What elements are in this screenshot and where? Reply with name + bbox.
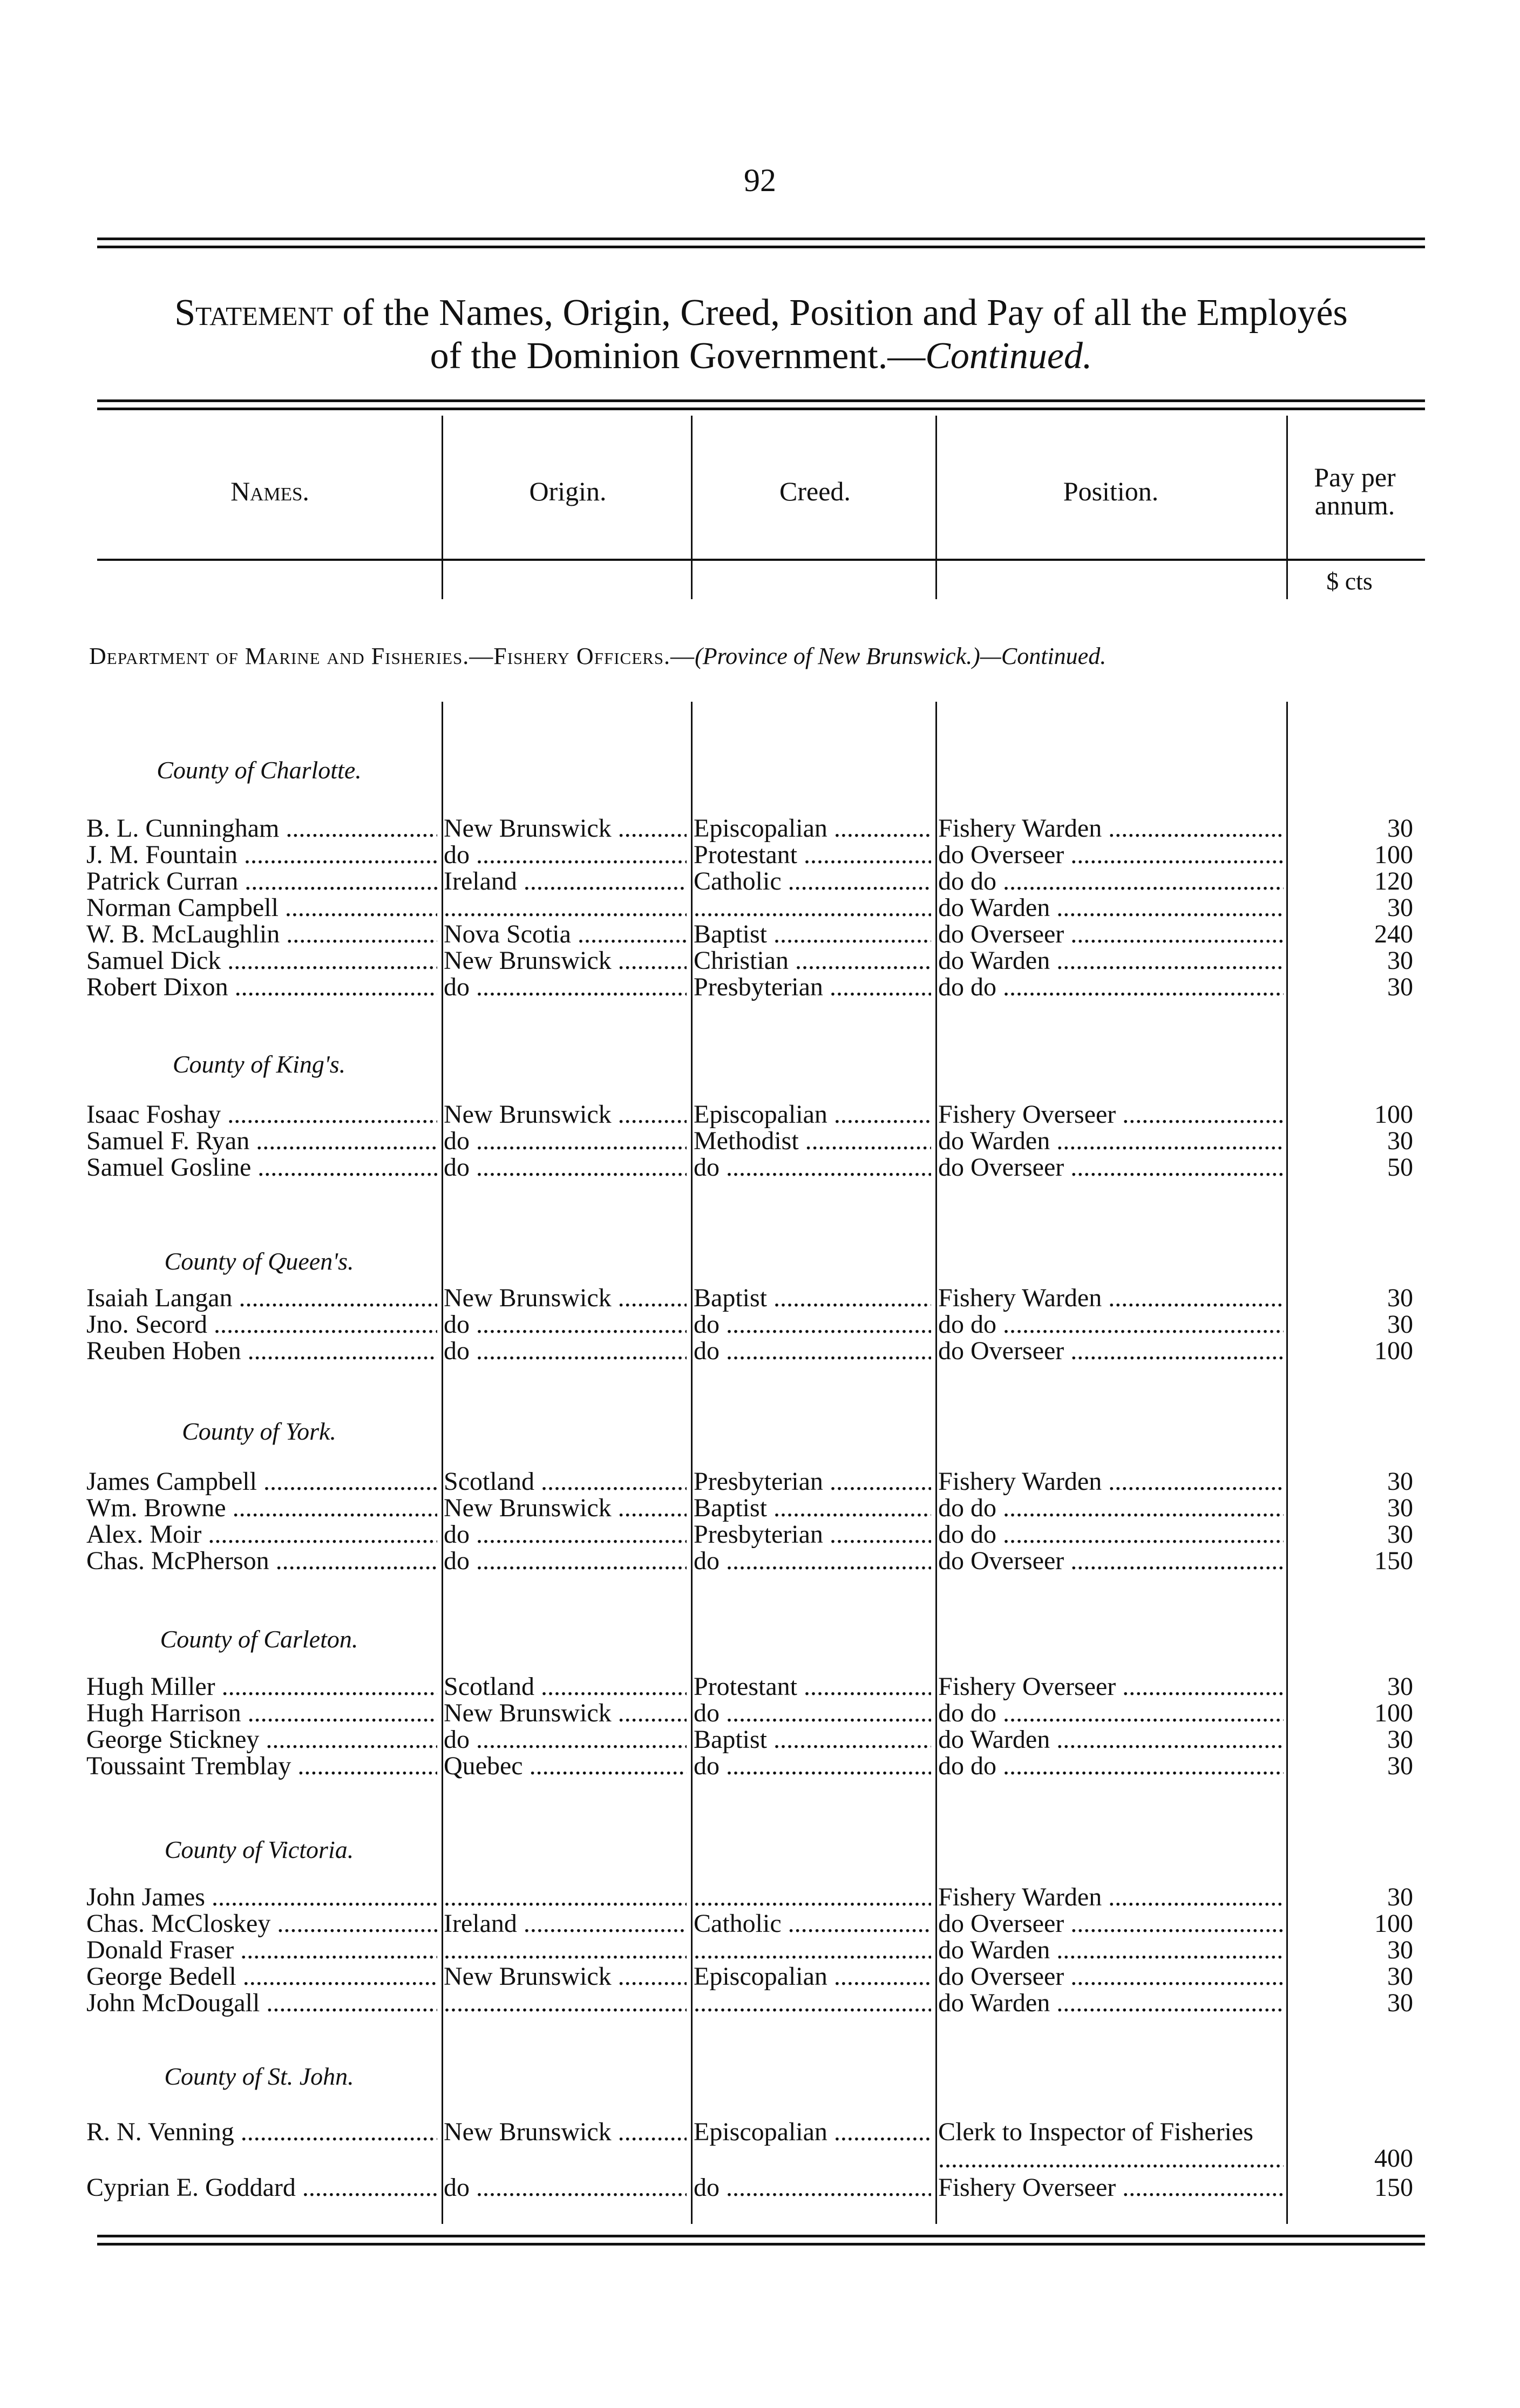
cell-name: Alex. Moir ..... (86, 1521, 437, 1548)
cell-position: do do ..... (938, 1521, 1284, 1548)
cell-name: Chas. McCloskey ..... (86, 1910, 437, 1937)
cell-pay: 150 (1374, 1548, 1413, 1575)
cell-name: Hugh Miller ..... (86, 1673, 437, 1700)
cell-creed: Catholic ..... (694, 1910, 931, 1937)
cell-creed: do ..... (694, 1311, 931, 1338)
cell-origin: do ..... (444, 974, 687, 1001)
cell-origin (444, 894, 687, 921)
cell-origin: Scotland ..... (444, 1673, 687, 1700)
header-divider (935, 416, 937, 599)
cell-pay: 30 (1387, 1521, 1413, 1548)
cell-origin: New Brunswick ..... (444, 815, 687, 842)
cell-pay: 30 (1387, 1285, 1413, 1312)
cell-creed: Episcopalian ..... (694, 2119, 931, 2146)
cell-creed: Methodist ..... (694, 1128, 931, 1155)
cell-name: Hugh Harrison ..... (86, 1700, 437, 1727)
cell-pay: 30 (1387, 1990, 1413, 2017)
cell-pay: 100 (1374, 842, 1413, 869)
column-divider (442, 702, 443, 2224)
county-heading: County of Victoria. (164, 1836, 354, 1863)
cell-origin: New Brunswick ..... (444, 1285, 687, 1312)
cell-position: Fishery Overseer ..... (938, 2174, 1284, 2201)
cell-position: do Overseer ..... (938, 1154, 1284, 1181)
cell-creed (694, 1884, 931, 1911)
cell-origin: Quebec ..... (444, 1753, 687, 1780)
cell-position: do Overseer ..... (938, 1548, 1284, 1575)
cell-name: Toussaint Tremblay ..... (86, 1753, 437, 1780)
cell-origin: New Brunswick ..... (444, 947, 687, 974)
cell-origin: do ..... (444, 842, 687, 869)
title-line2: of the Dominion Government.— (430, 335, 926, 377)
cell-pay: 30 (1387, 1937, 1413, 1964)
cell-position: do do ..... (938, 868, 1284, 895)
header-position: Position. (1063, 476, 1159, 506)
cell-name: Samuel Gosline ..... (86, 1154, 437, 1181)
cell-pay: 30 (1387, 947, 1413, 974)
header-origin: Origin. (529, 476, 607, 506)
cell-origin (444, 1884, 687, 1911)
county-heading: County of King's. (172, 1050, 346, 1078)
cell-origin (444, 1937, 687, 1964)
cell-pay: 30 (1387, 974, 1413, 1001)
cell-name: Patrick Curran ..... (86, 868, 437, 895)
cell-creed: do ..... (694, 1338, 931, 1365)
cell-creed: Baptist ..... (694, 1285, 931, 1312)
cell-creed (694, 1937, 931, 1964)
cell-creed (694, 1990, 931, 2017)
cell-pay: 100 (1374, 1910, 1413, 1937)
cell-name: Samuel Dick ..... (86, 947, 437, 974)
cell-name: B. L. Cunningham ..... (86, 815, 437, 842)
cell-name: George Bedell ..... (86, 1963, 437, 1990)
cell-name: George Stickney ..... (86, 1726, 437, 1753)
cell-pay: 30 (1387, 1963, 1413, 1990)
cell-creed: Baptist ..... (694, 1495, 931, 1522)
header-pay: Pay per annum. (1314, 462, 1396, 520)
cell-position: do Overseer ..... (938, 921, 1284, 948)
cell-pay: 30 (1387, 1884, 1413, 1911)
title-line1: of the Names, Origin, Creed, Position and Pay of all the Employés (332, 292, 1348, 334)
cell-pay: 30 (1387, 1495, 1413, 1522)
cell-name: Isaiah Langan ..... (86, 1285, 437, 1312)
cell-position: Fishery Warden ..... (938, 1468, 1284, 1495)
cell-creed: do ..... (694, 1700, 931, 1727)
cell-name: Donald Fraser ..... (86, 1937, 437, 1964)
cell-origin: do ..... (444, 2174, 687, 2201)
cell-pay: 30 (1387, 815, 1413, 842)
cell-position: Fishery Overseer ..... (938, 1101, 1284, 1128)
cell-position: do Warden ..... (938, 1990, 1284, 2017)
cell-pay: 30 (1387, 1726, 1413, 1753)
cell-name: Norman Campbell ..... (86, 894, 437, 921)
cell-position: do Overseer ..... (938, 1963, 1284, 1990)
cell-position: do Warden ..... (938, 1726, 1284, 1753)
cell-origin: Nova Scotia ..... (444, 921, 687, 948)
cell-name: W. B. McLaughlin ..... (86, 921, 437, 948)
cell-name: Reuben Hoben ..... (86, 1338, 437, 1365)
cell-origin: do ..... (444, 1154, 687, 1181)
cell-name: Chas. McPherson ..... (86, 1548, 437, 1575)
cell-creed: do ..... (694, 1753, 931, 1780)
cell-origin: do ..... (444, 1548, 687, 1575)
top-rule (97, 238, 1425, 248)
cell-origin: do ..... (444, 1521, 687, 1548)
cell-pay: 50 (1387, 1154, 1413, 1181)
cell-pay: 100 (1374, 1101, 1413, 1128)
cell-creed: do ..... (694, 1548, 931, 1575)
cell-origin: do ..... (444, 1128, 687, 1155)
county-heading: County of Queen's. (164, 1247, 354, 1275)
cell-name: Samuel F. Ryan ..... (86, 1128, 437, 1155)
cell-name: J. M. Fountain ..... (86, 842, 437, 869)
cell-origin: Ireland ..... (444, 1910, 687, 1937)
cell-creed: Baptist ..... (694, 921, 931, 948)
header-top-rule (97, 399, 1425, 410)
cell-position: do Warden ..... (938, 894, 1284, 921)
header-names: Names. (230, 476, 309, 506)
cell-name: Isaac Foshay ..... (86, 1101, 437, 1128)
cell-position: do Overseer ..... (938, 1910, 1284, 1937)
department-heading (89, 642, 1438, 670)
department-name: Department of Marine and Fisheries.—Fishery Officers.— (89, 643, 695, 669)
cell-pay: 30 (1387, 1128, 1413, 1155)
cell-pay: 120 (1374, 868, 1413, 895)
cell-origin: do ..... (444, 1726, 687, 1753)
cell-creed: Presbyterian ..... (694, 1521, 931, 1548)
cell-creed: Episcopalian ..... (694, 1963, 931, 1990)
cell-creed: Catholic ..... (694, 868, 931, 895)
cell-pay: 30 (1387, 1673, 1413, 1700)
cell-position: do Overseer ..... (938, 842, 1284, 869)
county-heading: County of Charlotte. (157, 756, 362, 784)
cell-position: do do ..... (938, 1311, 1284, 1338)
cell-pay: 400 (1374, 2145, 1413, 2172)
cell-pay: 150 (1374, 2174, 1413, 2201)
cell-position: Clerk to Inspector of Fisheries ..... (938, 2119, 1284, 2173)
cell-position: do do ..... (938, 974, 1284, 1001)
cell-origin: New Brunswick ..... (444, 1495, 687, 1522)
column-divider (935, 702, 937, 2224)
page-title (86, 291, 1436, 378)
county-heading: County of York. (182, 1417, 336, 1445)
cell-creed: Presbyterian ..... (694, 1468, 931, 1495)
county-heading: County of St. John. (164, 2063, 354, 2090)
cell-origin: do ..... (444, 1311, 687, 1338)
cell-position: do do ..... (938, 1495, 1284, 1522)
cell-creed: do ..... (694, 1154, 931, 1181)
cell-creed: Episcopalian ..... (694, 1101, 931, 1128)
cell-creed: Episcopalian ..... (694, 815, 931, 842)
cell-name: R. N. Venning ..... (86, 2119, 437, 2146)
page-number: 92 (744, 162, 776, 198)
header-divider (442, 416, 443, 599)
cell-creed: Presbyterian ..... (694, 974, 931, 1001)
cell-creed: do ..... (694, 2174, 931, 2201)
cell-position: do Warden ..... (938, 947, 1284, 974)
cell-origin (444, 1990, 687, 2017)
cell-name: James Campbell ..... (86, 1468, 437, 1495)
cell-creed: Protestant ..... (694, 842, 931, 869)
title-continued: Continued. (925, 335, 1092, 377)
header-bottom-rule (97, 559, 1425, 561)
county-heading: County of Carleton. (160, 1625, 358, 1653)
cell-origin: Scotland ..... (444, 1468, 687, 1495)
cell-name: Wm. Browne ..... (86, 1495, 437, 1522)
cell-origin: New Brunswick ..... (444, 1963, 687, 1990)
cell-position: Fishery Warden ..... (938, 815, 1284, 842)
cell-name: John James ..... (86, 1884, 437, 1911)
cell-pay: 100 (1374, 1338, 1413, 1365)
cell-creed: Protestant ..... (694, 1673, 931, 1700)
cell-pay: 100 (1374, 1700, 1413, 1727)
cell-origin: Ireland ..... (444, 868, 687, 895)
bottom-rule (97, 2235, 1425, 2246)
cell-pay: 30 (1387, 894, 1413, 921)
cell-creed (694, 894, 931, 921)
cell-name: John McDougall ..... (86, 1990, 437, 2017)
cell-position: do Overseer ..... (938, 1338, 1284, 1365)
cell-position: Fishery Warden ..... (938, 1884, 1284, 1911)
cell-pay: 240 (1374, 921, 1413, 948)
cell-name: Robert Dixon ..... (86, 974, 437, 1001)
cell-position: do Warden ..... (938, 1128, 1284, 1155)
title-lead: Statement (174, 292, 333, 334)
cell-position: do do ..... (938, 1700, 1284, 1727)
cell-origin: New Brunswick ..... (444, 1700, 687, 1727)
cell-name: Jno. Secord ..... (86, 1311, 437, 1338)
cell-position: Fishery Overseer ..... (938, 1673, 1284, 1700)
header-creed: Creed. (779, 476, 851, 506)
header-divider (691, 416, 693, 599)
cell-position: do Warden ..... (938, 1937, 1284, 1964)
cell-position: Fishery Warden ..... (938, 1285, 1284, 1312)
cell-position: do do ..... (938, 1753, 1284, 1780)
cell-origin: New Brunswick ..... (444, 1101, 687, 1128)
column-divider (1286, 702, 1288, 2224)
cell-origin: New Brunswick ..... (444, 2119, 687, 2146)
cell-creed: Christian ..... (694, 947, 931, 974)
column-divider (691, 702, 693, 2224)
currency-label: $ cts (1326, 567, 1373, 595)
cell-pay: 30 (1387, 1311, 1413, 1338)
cell-pay: 30 (1387, 1753, 1413, 1780)
cell-creed: Baptist ..... (694, 1726, 931, 1753)
cell-pay: 30 (1387, 1468, 1413, 1495)
cell-origin: do ..... (444, 1338, 687, 1365)
header-divider (1286, 416, 1288, 599)
cell-name: Cyprian E. Goddard ..... (86, 2174, 437, 2201)
department-province: (Province of New Brunswick.)—Continued. (695, 643, 1107, 669)
